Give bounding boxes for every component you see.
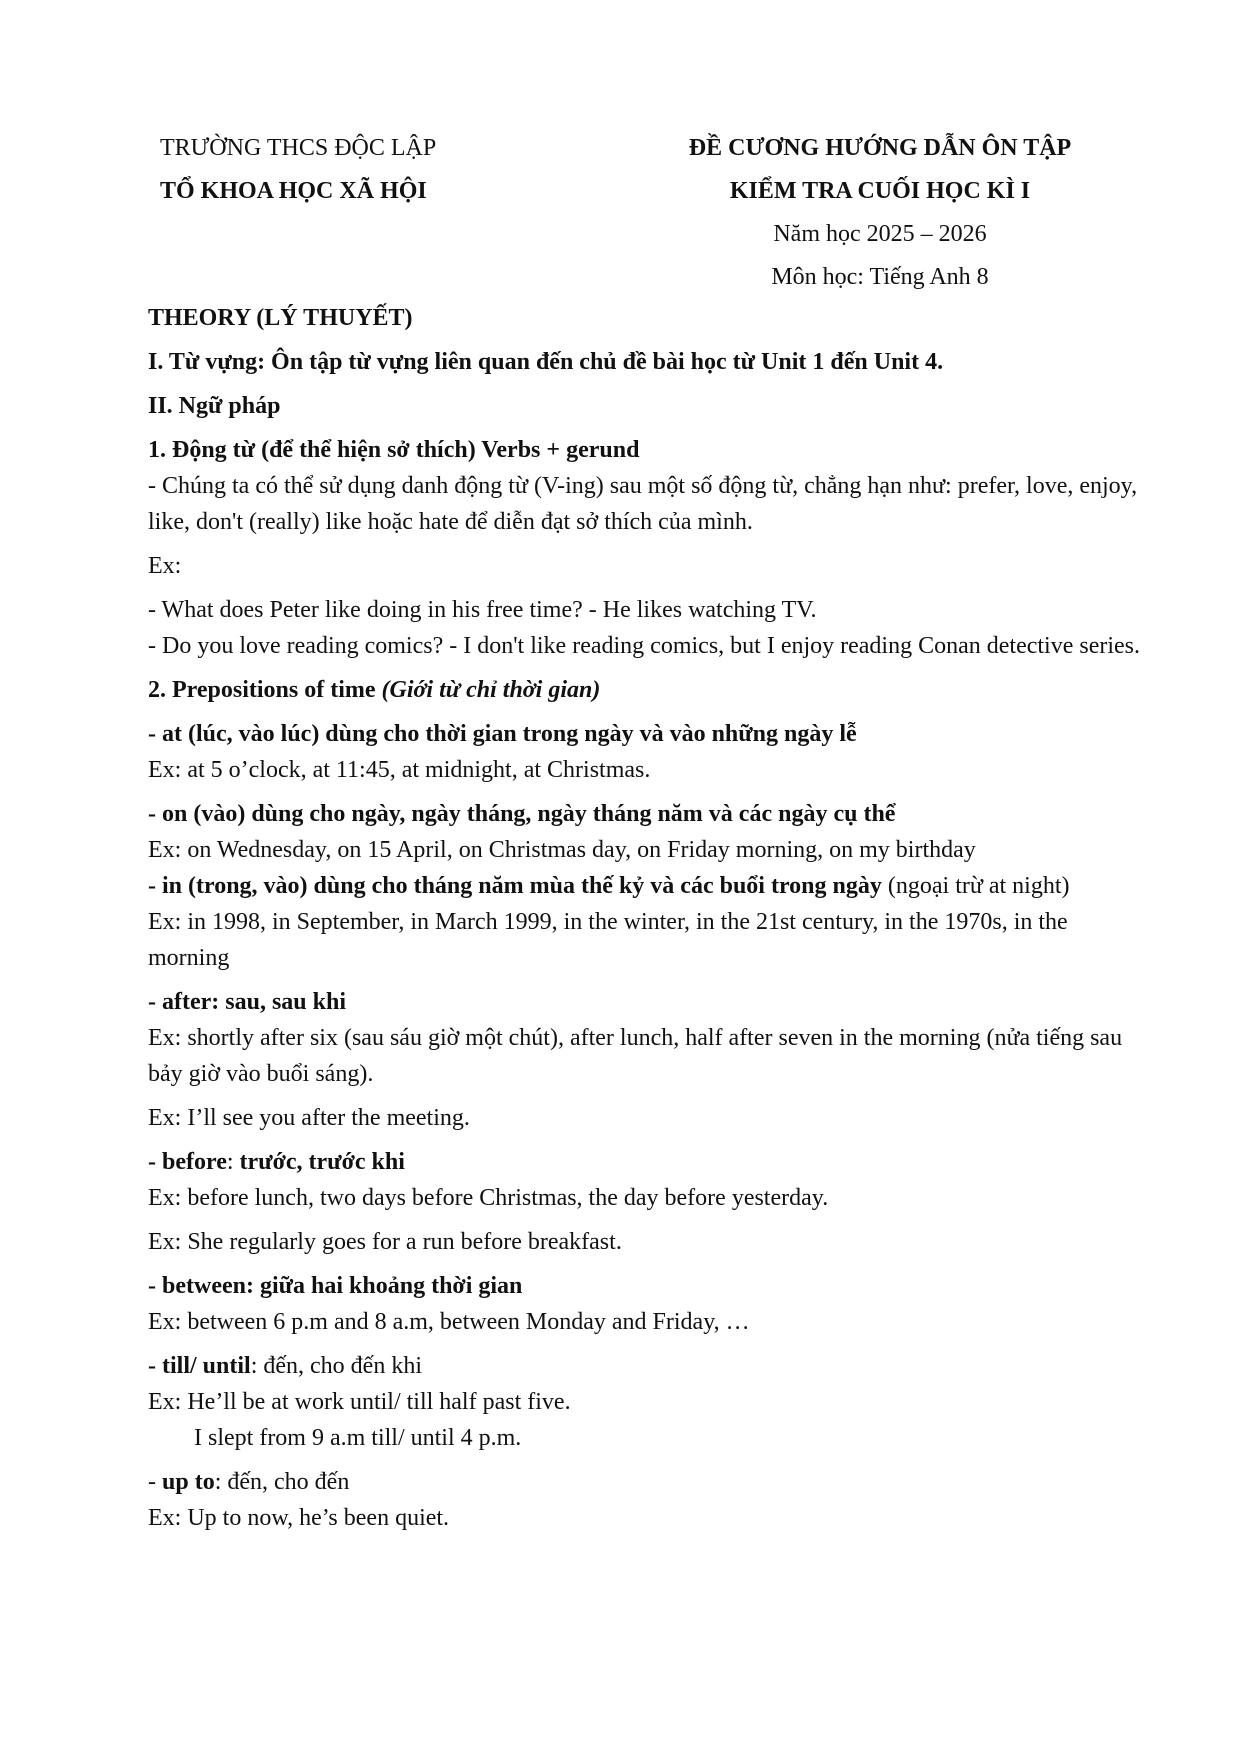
section-2-heading (148, 672, 1153, 708)
vocab-heading: I. Từ vựng: Ôn tập từ vựng liên quan đến chủ đề bài học từ Unit 1 đến Unit 4. (148, 349, 944, 375)
rule-on: - on (vào) dùng cho ngày, ngày tháng, ngày tháng năm và các ngày cụ thể (148, 801, 896, 827)
example-after-2: Ex: I’ll see you after the meeting. (148, 1105, 470, 1131)
section-2-heading-text: 2. Prepositions of time (148, 677, 382, 703)
example-up-to: Ex: Up to now, he’s been quiet. (148, 1505, 450, 1531)
rule-at: - at (lúc, vào lúc) dùng cho thời gian trong ngày và vào những ngày lễ (148, 721, 857, 747)
rule-till-meaning: : đến, cho đến khi (250, 1353, 422, 1379)
section-1-example-2: - Do you love reading comics? - I don't like reading comics, but I enjoy reading Conan detective series. (148, 633, 1141, 659)
school-year: Năm học 2025 – 2026 (773, 221, 987, 247)
rule-till-keyword: - till/ until (148, 1353, 251, 1379)
example-in: Ex: in 1998, in September, in March 1999, in the winter, in the 21st century, in the 1970s, in the morning (148, 909, 1068, 971)
rule-after: - after: sau, sau khi (148, 989, 347, 1015)
rule-before (148, 1144, 1153, 1180)
rule-in-bold: - in (trong, vào) dùng cho tháng năm mùa thế kỷ và các buổi trong ngày (148, 873, 882, 899)
example-at: Ex: at 5 o’clock, at 11:45, at midnight, at Christmas. (148, 757, 651, 783)
rule-before-colon: : (226, 1149, 240, 1175)
document-title-line2: KIỂM TRA CUỐI HỌC KÌ I (729, 178, 1031, 204)
example-before-2: Ex: She regularly goes for a run before breakfast. (148, 1229, 622, 1255)
theory-heading: THEORY (LÝ THUYẾT) (148, 305, 413, 331)
subject-line: Môn học: Tiếng Anh 8 (771, 264, 989, 290)
example-till-1: Ex: He’ll be at work until/ till half past five. (148, 1389, 571, 1415)
example-on: Ex: on Wednesday, on 15 April, on Christmas day, on Friday morning, on my birthday (148, 837, 976, 863)
section-1-ex-label: Ex: (148, 553, 182, 579)
school-name: TRƯỜNG THCS ĐỘC LẬP (160, 135, 437, 161)
section-2-heading-italic: (Giới từ chỉ thời gian) (381, 677, 601, 703)
rule-till (148, 1348, 1153, 1384)
rule-up-to-keyword: up to (162, 1469, 215, 1495)
rule-up-to (148, 1464, 1153, 1500)
section-1-heading: 1. Động từ (để thể hiện sở thích) Verbs + gerund (148, 437, 640, 463)
rule-before-meaning: trước, trước khi (239, 1149, 405, 1175)
section-1-example-1: - What does Peter like doing in his free time? - He likes watching TV. (148, 597, 817, 623)
rule-before-keyword: - before (148, 1149, 227, 1175)
example-between: Ex: between 6 p.m and 8 a.m, between Monday and Friday, … (148, 1309, 750, 1335)
rule-up-to-meaning: : đến, cho đến (214, 1469, 350, 1495)
section-1-text: - Chúng ta có thể sử dụng danh động từ (V-ing) sau một số động từ, chẳng hạn như: prefer, love, enjoy, like, don't (really) like hoặc hate để diễn đạt sở thích của mình. (148, 473, 1138, 535)
grammar-heading: II. Ngữ pháp (148, 393, 281, 419)
rule-between: - between: giữa hai khoảng thời gian (148, 1273, 523, 1299)
rule-in (148, 868, 1153, 904)
theory-content (148, 300, 1153, 1536)
example-till-2: I slept from 9 a.m till/ until 4 p.m. (194, 1425, 522, 1451)
document-title-line1: ĐỀ CƯƠNG HƯỚNG DẪN ÔN TẬP (688, 135, 1072, 161)
department-name: TỔ KHOA HỌC XÃ HỘI (160, 178, 427, 204)
example-before-1: Ex: before lunch, two days before Christmas, the day before yesterday. (148, 1185, 829, 1211)
example-after-1: Ex: shortly after six (sau sáu giờ một chút), after lunch, half after seven in the morning (nửa tiếng sau bảy giờ vào buổi sáng). (148, 1025, 1123, 1087)
rule-up-to-dash: - (148, 1469, 162, 1495)
rule-in-note: (ngoại trừ at night) (881, 873, 1070, 899)
